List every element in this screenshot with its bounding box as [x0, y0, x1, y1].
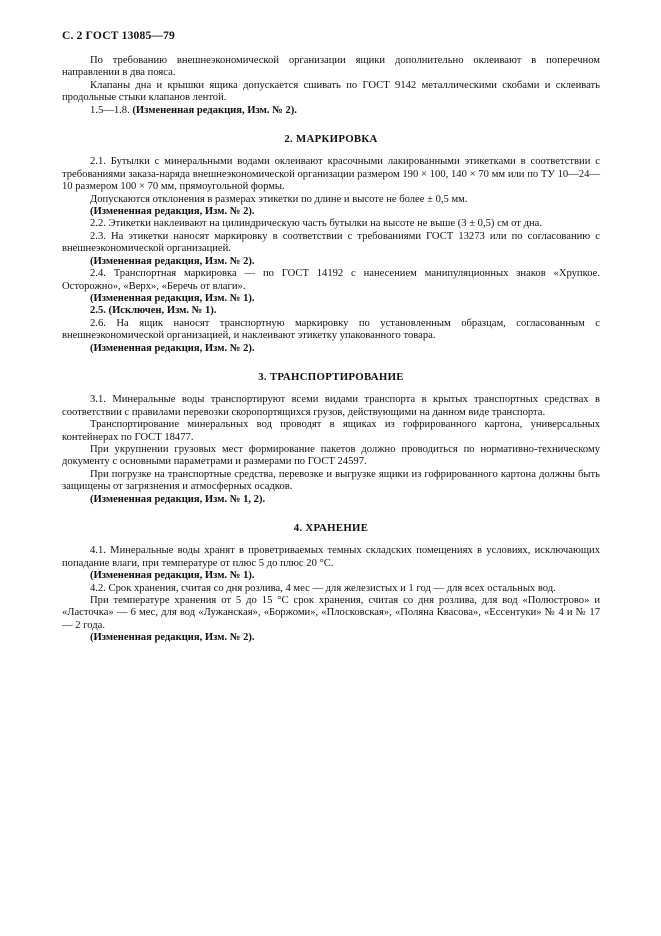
paragraph: Клапаны дна и крышки ящика допускается сшивать по ГОСТ 9142 металлическими скобами и склеивать продольные стыки клапанов лентой.: [62, 79, 600, 104]
section-title-storage: 4. ХРАНЕНИЕ: [293, 522, 369, 534]
amendment-note: (Измененная редакция, Изм. № 2).: [90, 255, 255, 267]
paragraph: Допускаются отклонения в размерах этикетки по длине и высоте не более ± 0,5 мм.: [90, 193, 468, 205]
paragraph: При температуре хранения от 5 до 15 °С срок хранения, считая со дня розлива, для вод «Полюстрово» и «Ласточка» — 6 мес, для вод «Лужанская», «Боржоми», «Плосковская», «Поляна Квасова», «Ессентуки» № 4 и № 17 — 2 года.: [62, 595, 600, 631]
amendment-note: (Измененная редакция, Изм. № 1).: [90, 292, 255, 304]
note-prefix: 1.5—1.8.: [90, 104, 133, 116]
paragraph: При погрузке на транспортные средства, перевозке и выгрузке ящики из гофрированного картона должны быть защищены от загрязнения и атмосферных осадков.: [62, 468, 600, 493]
paragraph: 2.4. Транспортная маркировка — по ГОСТ 14192 с нанесением манипуляционных знаков «Хрупкое. Осторожно», «Верх», «Беречь от влаги».: [62, 268, 600, 292]
amendment-note: (Измененная редакция, Изм. № 2).: [90, 632, 255, 644]
paragraph-note: [62, 105, 600, 117]
document-body: [62, 55, 600, 645]
amendment-note: (Измененная редакция, Изм. № 1).: [90, 570, 255, 582]
section-title-transport: 3. ТРАНСПОРТИРОВАНИЕ: [258, 370, 404, 383]
note-bold: (Измененная редакция, Изм. № 2).: [132, 104, 297, 116]
paragraph: 4.2. Срок хранения, считая со дня розлива, 4 мес — для железистых и 1 год — для всех остальных вод.: [90, 582, 556, 594]
amendment-note: (Измененная редакция, Изм. № 1, 2).: [90, 493, 266, 505]
amendment-note: (Измененная редакция, Изм. № 2).: [90, 342, 255, 354]
paragraph: 2.2. Этикетки наклеивают на цилиндрическую часть бутылки на высоте не выше (3 ± 0,5) см от дна.: [90, 218, 542, 230]
paragraph: При укрупнении грузовых мест формирование пакетов должно проводиться по нормативно-техническому документу с основными параметрами и размерами по ГОСТ 24597.: [62, 443, 600, 468]
paragraph: 2.1. Бутылки с минеральными водами оклеивают красочными лакированными этикетками в соответствии с требованиями заказа-наряда внешнеэкономической организации размером 190 × 100, 140 × 70 мм или по ТУ 10—24—10 размером 100 × 70 мм, прямоугольной формы.: [62, 156, 600, 193]
paragraph: По требованию внешнеэкономической организации ящики дополнительно оклеивают в поперечном направлении в два пояса.: [62, 55, 600, 79]
paragraph: 3.1. Минеральные воды транспортируют всеми видами транспорта в крытых транспортных средствах в соответствии с правилами перевозки скоропортящихся грузов, действующими на данном виде транспорта.: [62, 394, 600, 418]
excluded-note: 2.5. (Исключен, Изм. № 1).: [90, 305, 217, 317]
paragraph: 2.3. На этикетки наносят маркировку в соответствии с требованиями ГОСТ 13273 или по согласованию с внешнеэкономической организацией.: [62, 230, 600, 255]
page-header: С. 2 ГОСТ 13085—79: [62, 30, 175, 42]
amendment-note: (Измененная редакция, Изм. № 2).: [90, 206, 255, 218]
paragraph: 2.6. На ящик наносят транспортную маркировку по установленным образцам, согласованным с внешнеэкономической организацией, и наклеивают этикетку упакованного товара.: [62, 317, 600, 342]
paragraph: 4.1. Минеральные воды хранят в проветриваемых темных складских помещениях в условиях, исключающих попадание влаги, при температуре от плюс 5 до плюс 20 °С.: [62, 545, 600, 569]
paragraph: Транспортирование минеральных вод проводят в ящиках из гофрированного картона, универсальных контейнерах по ГОСТ 18477.: [62, 419, 600, 443]
section-title-marking: 2. МАРКИРОВКА: [284, 133, 378, 146]
